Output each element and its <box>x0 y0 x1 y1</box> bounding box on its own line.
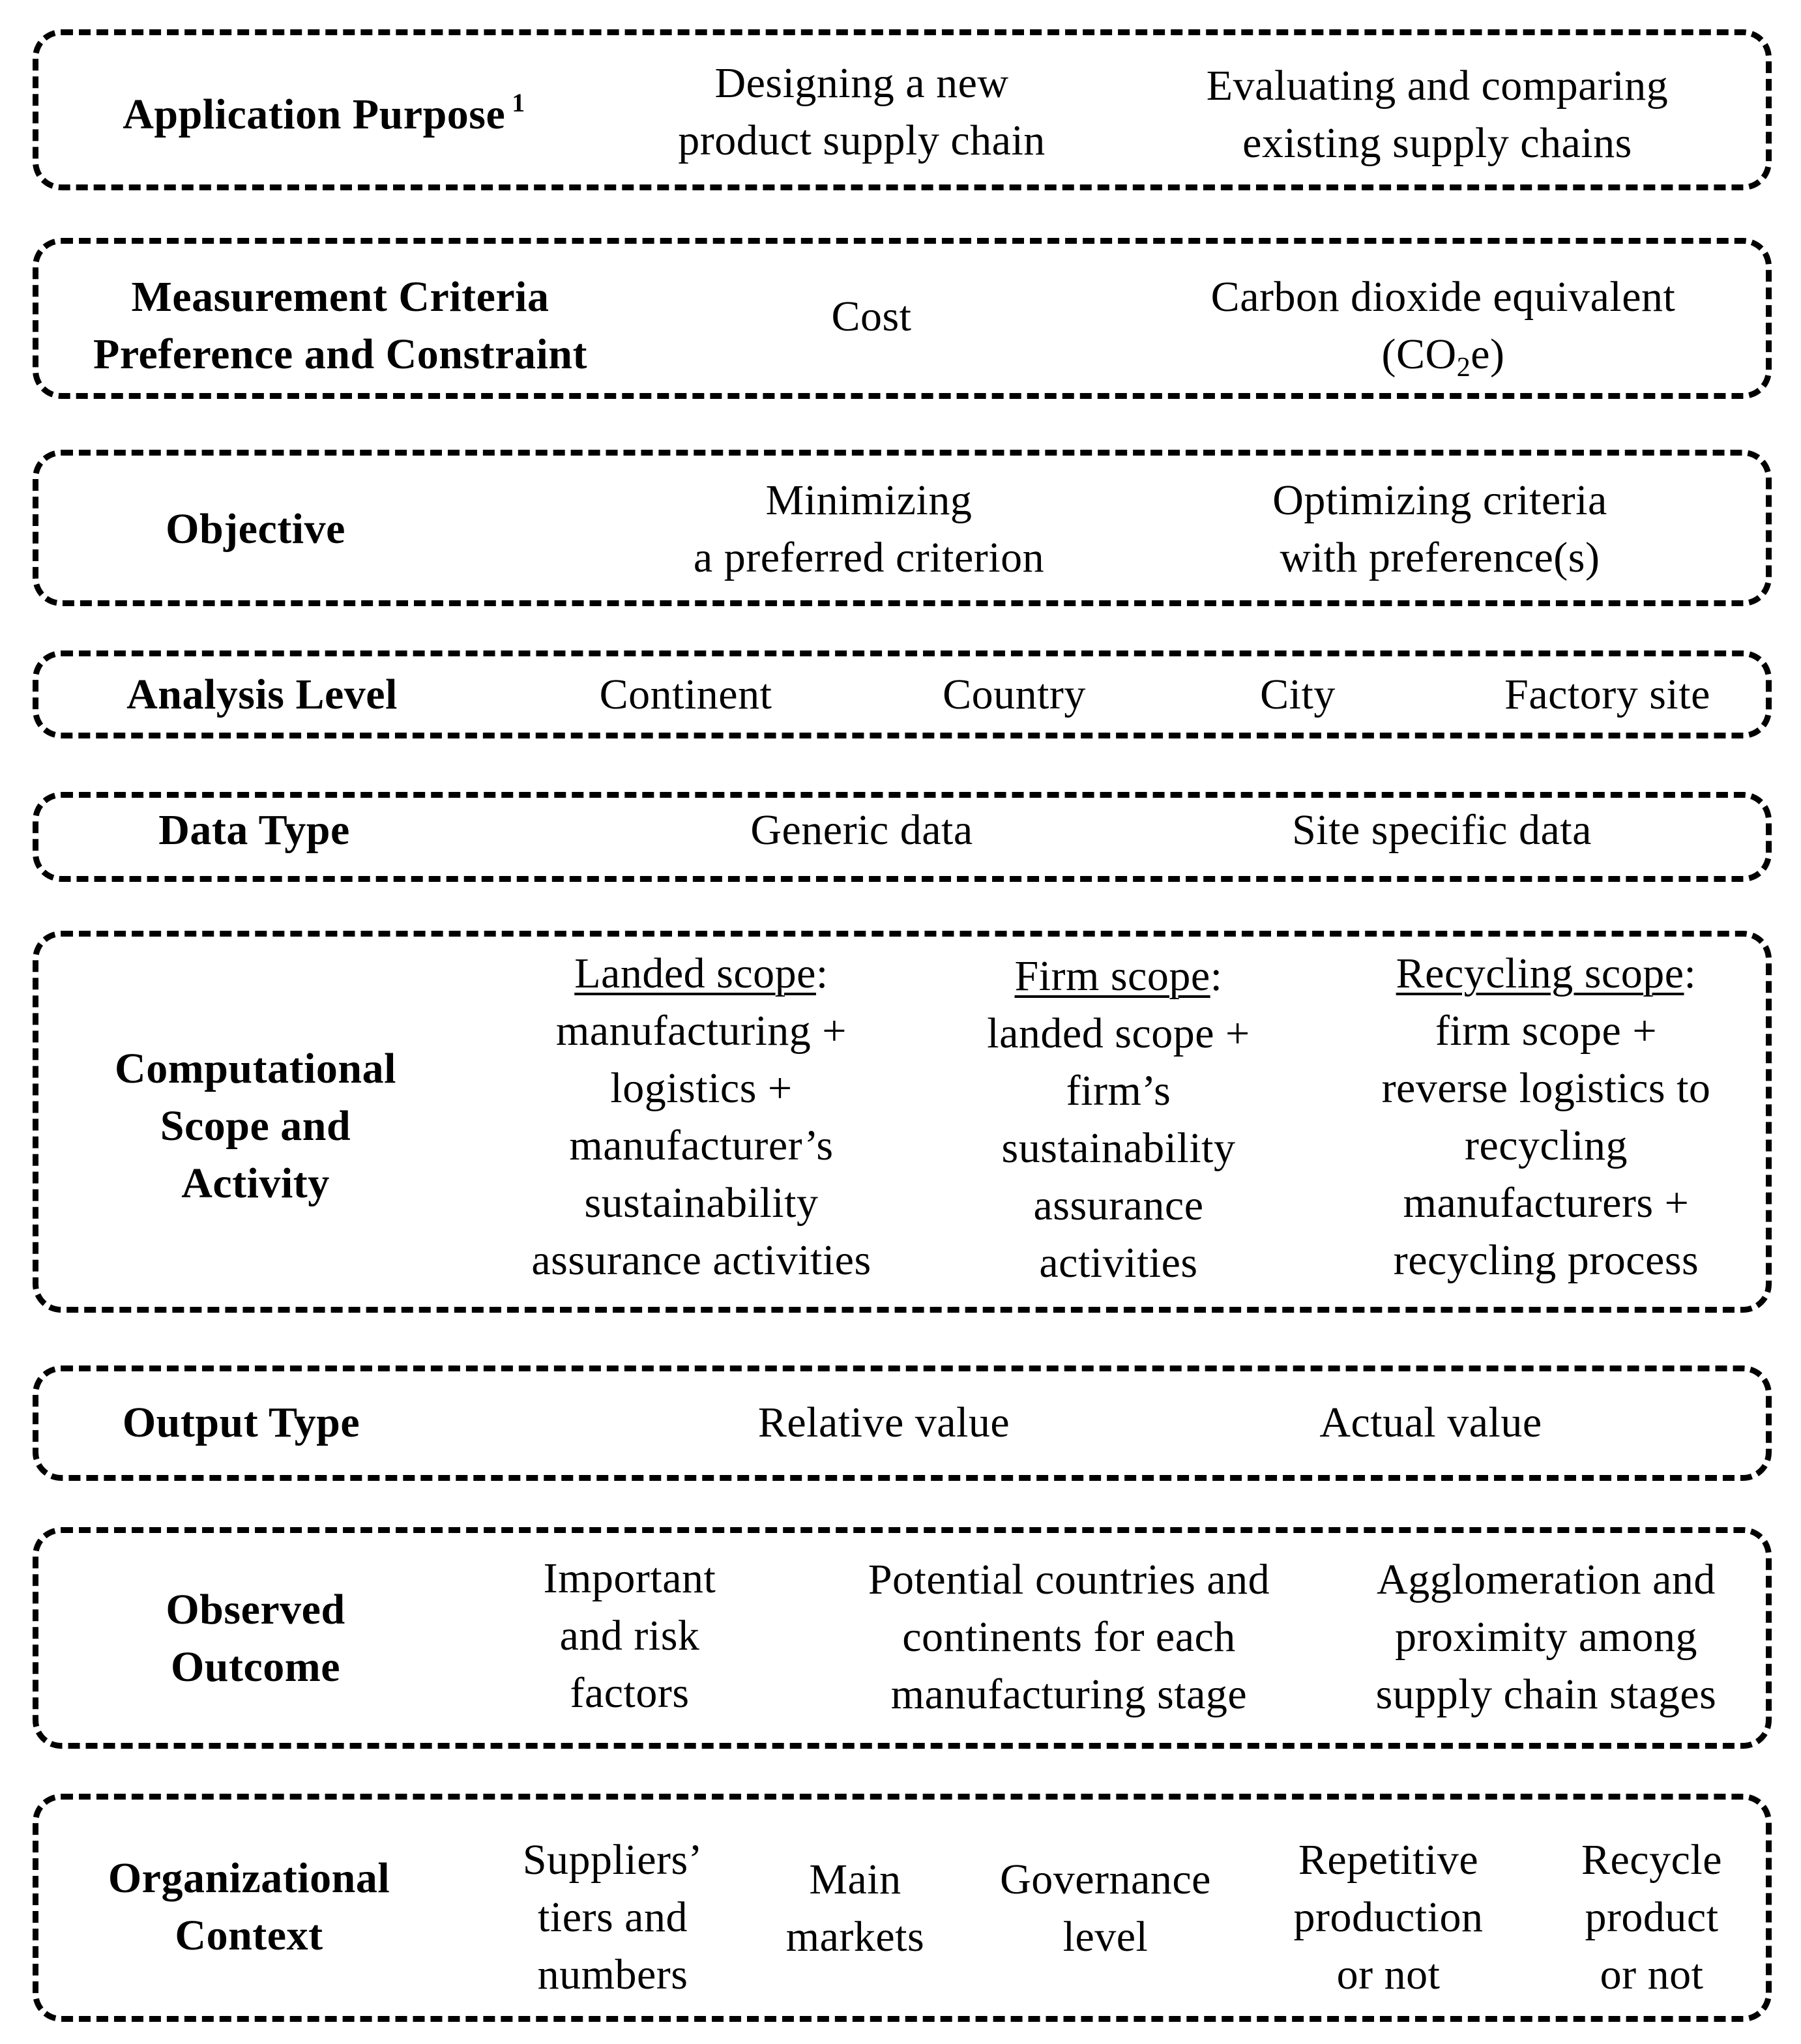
label-line: Activity <box>181 1160 330 1207</box>
row-label-objective <box>166 501 345 558</box>
footnote-marker: 1 <box>512 88 525 117</box>
scope-title-text: Landed scope <box>574 950 816 997</box>
label-text: Output Type <box>122 1399 360 1446</box>
option-recycling-scope <box>1382 945 1711 1289</box>
option-line: reverse logistics to <box>1381 1064 1711 1112</box>
option-agglomeration-proximity <box>1376 1551 1717 1723</box>
row-label-computational-scope <box>115 1040 396 1212</box>
scope-title-text: Firm scope <box>1014 952 1210 1000</box>
scope-colon: : <box>1684 950 1697 997</box>
option-landed-scope <box>531 945 871 1289</box>
option-minimizing-criterion <box>694 472 1044 587</box>
option-designing-new-supply-chain <box>678 55 1046 169</box>
label-line: Measurement Criteria <box>131 273 549 321</box>
option-line: markets <box>785 1913 925 1961</box>
scope-title <box>531 945 871 1002</box>
label-text: Objective <box>166 505 345 553</box>
option-line: manufacturers + <box>1403 1179 1690 1227</box>
option-line: existing supply chains <box>1242 119 1632 167</box>
label-line: Scope and <box>160 1102 351 1150</box>
option-line: recycling <box>1464 1122 1628 1169</box>
row-label-data-type <box>158 802 350 859</box>
option-line: Cost <box>831 293 912 340</box>
option-city <box>1260 666 1336 723</box>
option-line: numbers <box>537 1951 688 1998</box>
option-suppliers-tiers <box>523 1832 703 2004</box>
option-line: Country <box>943 671 1086 718</box>
label-text: Analysis Level <box>126 671 398 718</box>
option-line: a preferred criterion <box>693 534 1045 581</box>
option-line: firm’s <box>1066 1067 1171 1115</box>
option-line: Governance <box>1000 1856 1211 1903</box>
option-line: Site specific data <box>1292 806 1592 854</box>
row-label-observed-outcome <box>166 1581 345 1696</box>
option-line: tiers and <box>538 1893 688 1941</box>
scope-colon: : <box>1210 952 1223 1000</box>
option-line: sustainability <box>1001 1124 1236 1172</box>
option-line: activities <box>1039 1239 1198 1287</box>
option-line: firm scope + <box>1435 1007 1658 1055</box>
option-line: Designing a new <box>714 59 1009 107</box>
option-site-specific-data <box>1292 802 1592 859</box>
option-line: landed scope + <box>987 1010 1250 1057</box>
option-relative-value <box>758 1394 1010 1452</box>
co2e-formula <box>1211 326 1676 383</box>
scope-colon: : <box>815 950 828 997</box>
option-line: Carbon dioxide equivalent <box>1210 273 1676 321</box>
scope-title <box>1382 945 1711 1002</box>
option-generic-data <box>750 802 973 859</box>
option-recycle-product <box>1581 1832 1722 2004</box>
option-important-risk-factors <box>544 1550 716 1722</box>
option-line: logistics + <box>610 1064 793 1112</box>
option-line: Minimizing <box>765 476 973 524</box>
option-line: proximity among <box>1395 1613 1697 1661</box>
option-line: Optimizing criteria <box>1272 476 1607 524</box>
option-line: Potential countries and <box>868 1556 1270 1603</box>
row-label-measurement-criteria <box>93 269 587 383</box>
option-line: supply chain stages <box>1375 1671 1717 1718</box>
option-line: Generic data <box>750 806 973 854</box>
option-line: Main <box>809 1856 901 1903</box>
label-line: Outcome <box>170 1643 341 1691</box>
option-line: Repetitive <box>1298 1836 1479 1884</box>
option-line: or not <box>1600 1951 1704 1998</box>
option-line: Actual value <box>1319 1399 1542 1446</box>
option-line: Evaluating and comparing <box>1206 62 1669 110</box>
option-line: product supply chain <box>678 117 1046 164</box>
option-potential-countries <box>868 1551 1270 1723</box>
co2e-open: (CO <box>1381 330 1457 378</box>
option-line: Recycle <box>1581 1836 1723 1884</box>
option-line: sustainability <box>584 1179 819 1227</box>
scope-title-text: Recycling scope <box>1396 950 1684 997</box>
option-line: and risk <box>559 1612 700 1659</box>
option-line: factors <box>570 1669 690 1717</box>
option-line: Relative value <box>757 1399 1010 1446</box>
label-line: Computational <box>115 1045 396 1092</box>
option-line: Factory site <box>1504 671 1710 718</box>
option-line: or not <box>1336 1951 1441 1998</box>
label-text: Data Type <box>158 806 350 854</box>
scope-title <box>987 948 1250 1005</box>
option-cost <box>831 288 911 345</box>
option-line: Important <box>543 1555 716 1602</box>
row-label-analysis-level <box>126 666 398 723</box>
option-evaluating-existing-supply-chains <box>1207 57 1668 172</box>
option-line: level <box>1062 1913 1149 1961</box>
co2e-close: e) <box>1471 330 1505 378</box>
row-label-organizational-context <box>108 1850 390 1964</box>
option-firm-scope <box>987 948 1250 1292</box>
option-line: Suppliers’ <box>522 1836 703 1884</box>
label-line: Organizational <box>108 1854 390 1902</box>
option-governance-level <box>1000 1851 1211 1966</box>
option-optimizing-criteria <box>1272 472 1607 587</box>
option-line: assurance <box>1033 1182 1204 1229</box>
option-factory-site <box>1504 666 1710 723</box>
option-repetitive-production <box>1294 1832 1484 2004</box>
option-line: manufacturing + <box>555 1007 847 1055</box>
option-line: Agglomeration and <box>1377 1556 1716 1603</box>
row-label-output-type <box>123 1394 360 1452</box>
option-line: manufacturing stage <box>890 1671 1248 1718</box>
row-label-application-purpose <box>123 86 525 143</box>
option-country <box>943 666 1086 723</box>
option-line: production <box>1293 1893 1484 1941</box>
option-line: with preference(s) <box>1280 534 1600 581</box>
option-line: assurance activities <box>531 1236 871 1284</box>
option-line: manufacturer’s <box>569 1122 834 1169</box>
co2e-subscript: 2 <box>1456 353 1471 383</box>
option-line: continents for each <box>902 1613 1236 1661</box>
option-actual-value <box>1319 1394 1542 1452</box>
option-main-markets <box>786 1851 924 1966</box>
option-co2e <box>1211 269 1676 383</box>
option-line: City <box>1260 671 1336 718</box>
label-text: Application Purpose <box>123 91 506 138</box>
option-line: product <box>1585 1893 1719 1941</box>
label-line: Context <box>175 1912 323 1959</box>
option-continent <box>600 666 772 723</box>
option-line: Continent <box>599 671 772 718</box>
label-line: Observed <box>166 1586 345 1633</box>
option-line: recycling process <box>1393 1236 1699 1284</box>
label-line: Preference and Constraint <box>93 330 587 378</box>
